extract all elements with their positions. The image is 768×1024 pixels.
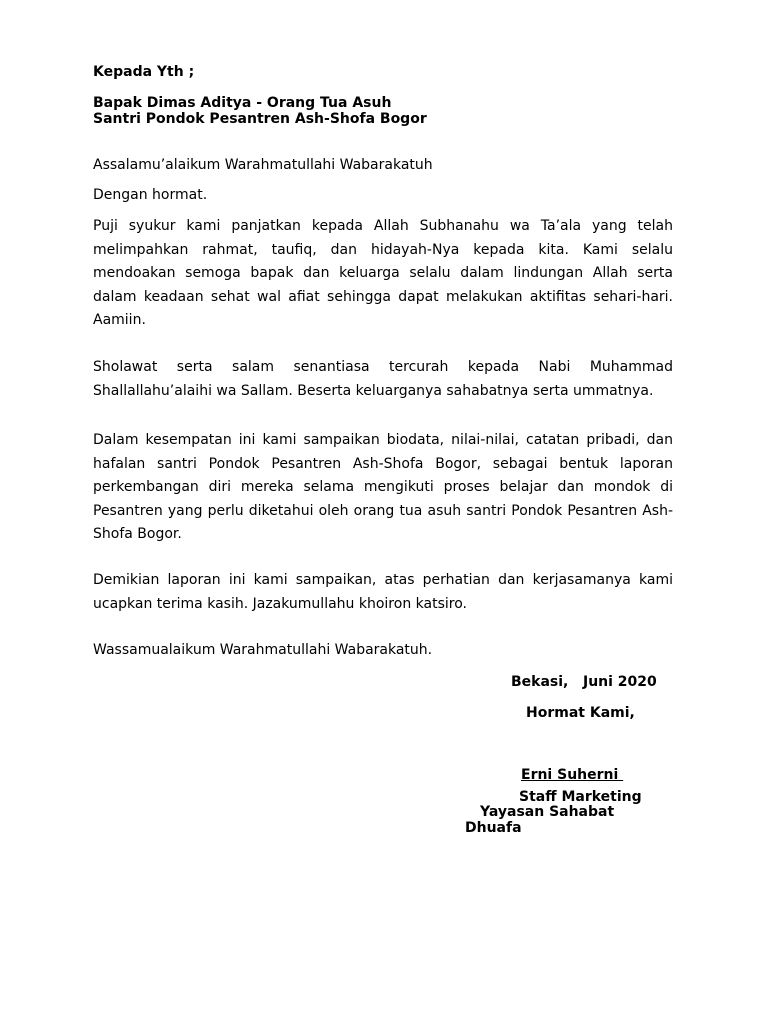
signatory-position: Staff Marketing xyxy=(519,789,642,805)
opening: Dengan hormat. xyxy=(93,187,208,203)
signatory-organization-line2: Dhuafa xyxy=(465,820,522,836)
signatory-organization-line1: Yayasan Sahabat xyxy=(480,804,615,820)
salutation: Assalamu’alaikum Warahmatullahi Wabarakatuh xyxy=(93,157,433,173)
signatory-name: Erni Suherni xyxy=(521,767,624,783)
paragraph-sholawat: Sholawat serta salam senantiasa tercurah kepada Nabi Muhammad Shallallahu’alaihi wa Sallam. Beserta keluarganya sahabatnya serta ummatnya. xyxy=(93,359,673,399)
recipient-organization: Santri Pondok Pesantren Ash-Shofa Bogor xyxy=(93,111,427,127)
paragraph-gratitude: Puji syukur kami panjatkan kepada Allah Subhanahu wa Ta’ala yang telah melimpahkan rahmat, taufiq, dan hidayah-Nya kepada kita. Kami selalu mendoakan semoga bapak dan keluarga selalu dalam lindungan Allah serta dalam keadaan sehat wal afiat sehingga dapat melakukan aktifitas sehari-hari. Aamiin. xyxy=(93,218,673,328)
place-date: Bekasi, Juni 2020 xyxy=(511,674,657,690)
paragraph-report: Dalam kesempatan ini kami sampaikan biodata, nilai-nilai, catatan pribadi, dan hafalan santri Pondok Pesantren Ash-Shofa Bogor, sebagai bentuk laporan perkembangan diri mereka selama mengikuti proses belajar dan mondok di Pesantren yang perlu diketahui oleh orang tua asuh santri Pondok Pesantren Ash-Shofa Bogor. xyxy=(93,432,673,542)
recipient-greeting: Kepada Yth ; xyxy=(93,64,195,80)
closing-greeting: Wassamualaikum Warahmatullahi Wabarakatuh. xyxy=(93,642,433,658)
paragraph-closing: Demikian laporan ini kami sampaikan, atas perhatian dan kerjasamanya kami ucapkan terima kasih. Jazakumullahu khoiron katsiro. xyxy=(93,572,673,612)
regards: Hormat Kami, xyxy=(526,705,635,721)
recipient-name: Bapak Dimas Aditya - Orang Tua Asuh xyxy=(93,95,392,111)
